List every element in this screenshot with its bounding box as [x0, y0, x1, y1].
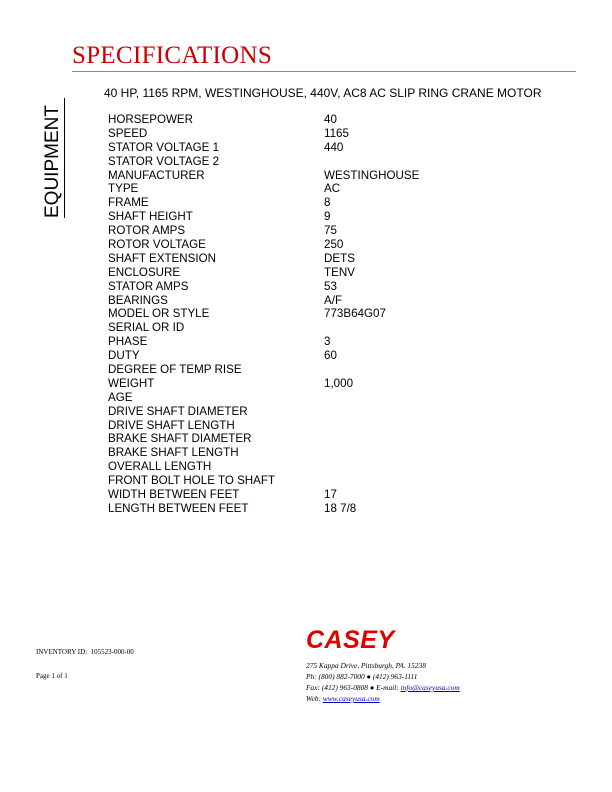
fax-text: Fax: (412) 963-0808 ● E-mail:	[306, 683, 401, 692]
spec-value: 60	[324, 349, 337, 363]
spec-value: 18 7/8	[324, 501, 357, 515]
spec-label: AGE	[108, 390, 133, 404]
spec-value: AC	[324, 182, 341, 196]
spec-value: 9	[324, 210, 331, 224]
spec-row	[108, 349, 528, 363]
spec-row	[108, 266, 528, 280]
spec-value: 3	[324, 335, 331, 349]
casey-logo: CASEY	[306, 626, 395, 654]
spec-label: OVERALL LENGTH	[108, 460, 212, 474]
spec-label: DRIVE SHAFT LENGTH	[108, 418, 235, 432]
fax-line	[306, 682, 460, 693]
web-line	[306, 693, 460, 704]
spec-label: MODEL OR STYLE	[108, 307, 210, 321]
spec-row	[108, 127, 528, 141]
spec-value: DETS	[324, 251, 355, 265]
contact-block	[306, 660, 460, 704]
spec-row	[108, 294, 528, 308]
spec-row	[108, 224, 528, 238]
spec-row	[108, 391, 528, 405]
spec-value: 250	[324, 238, 344, 252]
spec-row	[108, 280, 528, 294]
inventory-id-value: 105523-000-00	[90, 648, 134, 656]
spec-value: 1,000	[324, 376, 354, 390]
spec-value: 75	[324, 224, 337, 238]
spec-value: 17	[324, 488, 337, 502]
spec-label: DRIVE SHAFT DIAMETER	[108, 404, 248, 418]
spec-row	[108, 238, 528, 252]
website-link[interactable]: www.caseyusa.com	[322, 694, 380, 703]
spec-row	[108, 321, 528, 335]
address-line: 275 Kappa Drive, Pittsburgh, PA. 15238	[306, 661, 426, 670]
spec-value: 773B64G07	[324, 307, 386, 321]
spec-row	[108, 196, 528, 210]
spec-label: SHAFT EXTENSION	[108, 251, 217, 265]
spec-label: TYPE	[108, 182, 139, 196]
spec-row	[108, 488, 528, 502]
spec-label: SERIAL OR ID	[108, 321, 185, 335]
inventory-id-label: INVENTORY ID:	[36, 648, 88, 656]
spec-row	[108, 460, 528, 474]
side-divider	[64, 98, 65, 218]
spec-row	[108, 252, 528, 266]
spec-value: 8	[324, 196, 331, 210]
spec-value: 40	[324, 113, 337, 126]
page-title: SPECIFICATIONS	[72, 42, 273, 69]
spec-label: WIDTH BETWEEN FEET	[108, 488, 240, 502]
spec-row	[108, 502, 528, 516]
email-link[interactable]: info@caseyusa.com	[400, 683, 460, 692]
spec-label: HORSEPOWER	[108, 113, 194, 126]
spec-value: A/F	[324, 293, 343, 307]
spec-row	[108, 432, 528, 446]
spec-row	[108, 307, 528, 321]
inventory-id	[36, 648, 134, 656]
spec-row	[108, 446, 528, 460]
spec-label: STATOR VOLTAGE 1	[108, 140, 220, 154]
spec-label: BEARINGS	[108, 293, 168, 307]
spec-row	[108, 335, 528, 349]
spec-label: PHASE	[108, 335, 148, 349]
page-number: Page 1 of 1	[36, 672, 68, 680]
spec-value: TENV	[324, 265, 355, 279]
phone-line: Ph: (800) 882-7000 ● (412) 963-1111	[306, 672, 418, 681]
spec-value: 1165	[324, 126, 349, 140]
spec-label: ENCLOSURE	[108, 265, 181, 279]
spec-row	[108, 377, 528, 391]
spec-table	[108, 113, 528, 516]
spec-value: 440	[324, 140, 344, 154]
spec-row	[108, 405, 528, 419]
web-label: Web:	[306, 694, 323, 703]
spec-value: 53	[324, 279, 337, 293]
spec-row	[108, 363, 528, 377]
spec-label: FRAME	[108, 196, 149, 210]
spec-row	[108, 169, 528, 183]
spec-row	[108, 113, 528, 127]
spec-label: ROTOR VOLTAGE	[108, 238, 206, 252]
spec-label: BRAKE SHAFT LENGTH	[108, 446, 239, 460]
spec-value: WESTINGHOUSE	[324, 168, 420, 182]
equipment-side-label: EQUIPMENT	[42, 105, 63, 218]
spec-label: DEGREE OF TEMP RISE	[108, 363, 242, 377]
spec-label: WEIGHT	[108, 376, 155, 390]
spec-label: MANUFACTURER	[108, 168, 205, 182]
spec-label: STATOR VOLTAGE 2	[108, 154, 220, 168]
spec-label: DUTY	[108, 349, 140, 363]
spec-row	[108, 419, 528, 433]
spec-label: LENGTH BETWEEN FEET	[108, 501, 249, 515]
spec-label: SHAFT HEIGHT	[108, 210, 193, 224]
equipment-description: 40 HP, 1165 RPM, WESTINGHOUSE, 440V, AC8 AC SLIP RING CRANE MOTOR	[104, 86, 542, 100]
title-divider	[72, 71, 576, 72]
spec-label: SPEED	[108, 126, 148, 140]
spec-row	[108, 155, 528, 169]
spec-row	[108, 210, 528, 224]
spec-label: FRONT BOLT HOLE TO SHAFT	[108, 474, 276, 488]
spec-label: ROTOR AMPS	[108, 224, 186, 238]
spec-label: STATOR AMPS	[108, 279, 189, 293]
spec-row	[108, 182, 528, 196]
spec-row	[108, 474, 528, 488]
spec-label: BRAKE SHAFT DIAMETER	[108, 432, 252, 446]
spec-row	[108, 141, 528, 155]
